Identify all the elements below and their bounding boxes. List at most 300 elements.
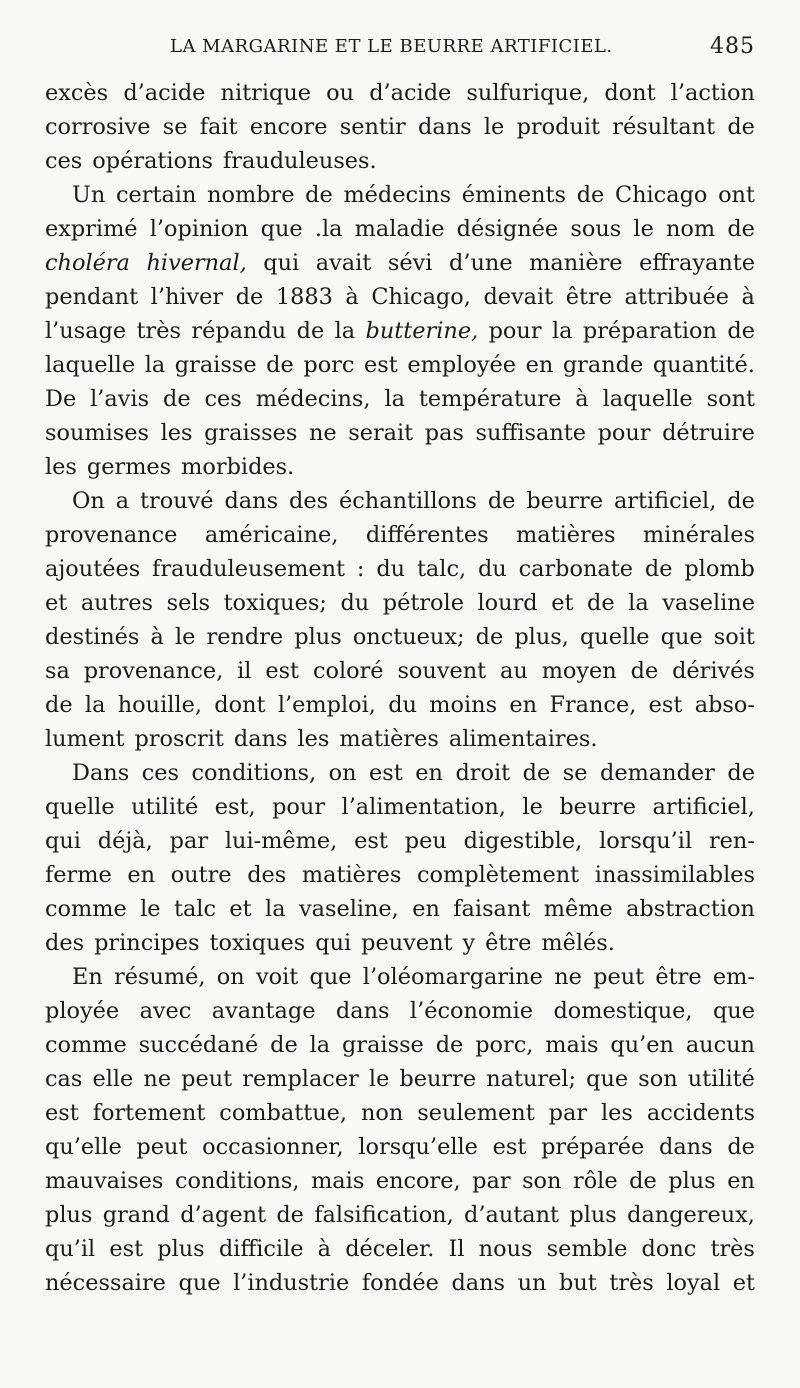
word: comme — [45, 896, 127, 922]
word: d’autant — [464, 1202, 560, 1228]
word: dont — [604, 80, 656, 106]
word: sulfurique, — [466, 80, 590, 106]
word: attribuée — [624, 284, 729, 310]
word: les — [601, 1100, 633, 1126]
word: provenance, — [83, 658, 224, 684]
text-line — [45, 314, 755, 348]
word: sa — [45, 658, 70, 684]
word: germes — [86, 454, 172, 480]
word: qu’il — [45, 1236, 96, 1262]
text-line — [45, 212, 755, 246]
word: laquelle — [602, 386, 693, 412]
text-line — [45, 790, 755, 824]
word: voit — [255, 964, 299, 990]
text-line — [45, 1096, 755, 1130]
word: sévi — [387, 250, 433, 276]
word: remplacer — [242, 1066, 359, 1092]
word: maladie — [354, 216, 445, 242]
word: température — [418, 386, 562, 412]
word: exprimé — [45, 216, 138, 242]
word: ferme — [45, 862, 112, 888]
word: De — [45, 386, 77, 412]
word: ces — [45, 148, 83, 174]
word: l’alimentation, — [341, 794, 506, 820]
word: les — [160, 420, 193, 446]
word: de — [630, 658, 659, 684]
word: l’oléomargarine — [362, 964, 543, 990]
word: principes — [94, 930, 200, 956]
word: d’agent — [180, 1202, 267, 1228]
word: et — [551, 590, 574, 616]
word: rôle — [573, 1168, 618, 1194]
word: déjà, — [97, 828, 153, 854]
word: Chicago, — [371, 284, 471, 310]
word: la — [334, 318, 356, 344]
word: certain — [115, 182, 197, 208]
word: l’industrie — [233, 1270, 350, 1296]
text-line — [45, 1062, 755, 1096]
word: dans — [659, 1134, 713, 1160]
word: des — [45, 930, 85, 956]
word: matières — [516, 522, 616, 548]
text-line — [45, 824, 755, 858]
word: faisant — [453, 896, 531, 922]
word: au — [500, 658, 528, 684]
text-line — [45, 76, 755, 110]
word: de — [644, 556, 673, 582]
word: employée — [407, 352, 516, 378]
text-line — [45, 110, 755, 144]
word: graisse — [342, 1032, 424, 1058]
word: corrosive — [45, 114, 151, 140]
word: outre — [170, 862, 232, 888]
word: trouvé — [140, 488, 214, 514]
word: coloré — [312, 658, 384, 684]
word: de — [727, 318, 755, 344]
word: de — [587, 590, 615, 616]
word: lorsqu’elle — [358, 1134, 478, 1160]
text-line — [45, 1198, 755, 1232]
word: effrayante — [639, 250, 755, 276]
word: de — [305, 182, 333, 208]
word: du — [376, 556, 406, 582]
word: peuvent — [361, 930, 453, 956]
word: plus — [45, 1202, 93, 1228]
word: suffisante — [475, 420, 586, 446]
word: droit — [455, 760, 511, 786]
word: nom — [666, 216, 716, 242]
text-line — [45, 1028, 755, 1062]
word: abstraction — [626, 896, 755, 922]
word: être — [485, 930, 532, 956]
word: le — [522, 794, 543, 820]
word: des — [289, 488, 329, 514]
body-text — [45, 76, 755, 1300]
word: onctueux; — [352, 624, 465, 650]
word: toxiques; — [223, 590, 327, 616]
word: semble — [546, 1236, 628, 1262]
text-line — [45, 756, 755, 790]
text-line — [45, 246, 755, 280]
word: ne — [308, 420, 337, 446]
word: que — [178, 1270, 221, 1296]
word: pour — [597, 420, 651, 446]
word: plus, — [514, 624, 569, 650]
word: vaseline, — [298, 896, 399, 922]
word: que — [586, 1066, 629, 1092]
word: différentes — [365, 522, 489, 548]
word: est — [265, 658, 300, 684]
word: soit — [713, 624, 755, 650]
word: préparation — [582, 318, 717, 344]
word: qu’en — [610, 1032, 674, 1058]
word: dont — [214, 692, 266, 718]
word: de — [629, 1168, 657, 1194]
word: des — [247, 862, 287, 888]
word: En — [72, 964, 103, 990]
word: la — [384, 386, 405, 412]
word: de — [487, 488, 516, 514]
text-line — [45, 484, 755, 518]
word: pour — [272, 794, 326, 820]
word: l’emploi, — [277, 692, 376, 718]
word: du — [388, 692, 417, 718]
word: Un — [72, 182, 106, 208]
text-line — [45, 1130, 755, 1164]
text-line — [45, 994, 755, 1028]
word: pétrole — [382, 590, 464, 616]
word: être — [565, 284, 612, 310]
word: rendre — [206, 624, 284, 650]
word: domestique, — [553, 998, 693, 1024]
word: par — [472, 1168, 511, 1194]
word: on — [216, 964, 245, 990]
word: pour — [488, 318, 542, 344]
word: encore, — [375, 1168, 461, 1194]
word: que — [712, 998, 755, 1024]
word: il — [237, 658, 252, 684]
word: est — [109, 1236, 144, 1262]
word: et — [732, 1270, 755, 1296]
word: en — [525, 352, 554, 378]
word: qui — [315, 930, 352, 956]
word: la — [628, 590, 649, 616]
word: aucun — [685, 1032, 755, 1058]
word: américaine, — [204, 522, 339, 548]
word: fondée — [361, 1270, 439, 1296]
word: ajoutées — [45, 556, 141, 582]
text-line — [45, 348, 755, 382]
word: but — [559, 1270, 597, 1296]
word: nous — [478, 1236, 533, 1262]
word: seulement — [417, 1100, 535, 1126]
word: les — [297, 726, 330, 752]
word: de — [276, 1202, 304, 1228]
word: en — [127, 862, 156, 888]
text-line — [45, 960, 755, 994]
word: du — [477, 556, 507, 582]
word: soumises — [45, 420, 150, 446]
word: beurre — [399, 1066, 477, 1092]
word: être — [655, 964, 702, 990]
word: de — [296, 318, 325, 344]
word: digestible, — [463, 828, 583, 854]
word: d’une — [449, 250, 513, 276]
word: produit — [516, 114, 601, 140]
word: porc, — [475, 1032, 534, 1058]
word: vaseline — [662, 590, 755, 616]
word: la — [309, 1032, 331, 1058]
word: moins — [429, 692, 498, 718]
word: nitrique — [220, 80, 311, 106]
word: dérivés — [672, 658, 755, 684]
word: échantillons — [339, 488, 477, 514]
text-line — [45, 1164, 755, 1198]
word: : — [356, 556, 365, 582]
word: du — [340, 590, 370, 616]
text-line — [45, 1232, 755, 1266]
word: en — [415, 760, 443, 786]
word: ne — [143, 1066, 172, 1092]
word: em- — [712, 964, 755, 990]
word: lourd — [477, 590, 538, 616]
word: peu — [404, 828, 447, 854]
word: lui-même, — [224, 828, 338, 854]
text-line — [45, 552, 755, 586]
word: sentir — [339, 114, 406, 140]
word: le — [368, 1066, 390, 1092]
word: éminents — [461, 182, 567, 208]
word: sels — [166, 590, 210, 616]
word: très — [710, 1236, 755, 1262]
word: de — [266, 352, 294, 378]
word: de — [727, 760, 755, 786]
word: l’avis — [90, 386, 150, 412]
word: à — [575, 386, 589, 412]
word: utilité — [131, 794, 199, 820]
word: succédané — [138, 1032, 259, 1058]
word: fait — [199, 114, 238, 140]
word: inassimilables — [594, 862, 755, 888]
word: toxiques — [209, 930, 306, 956]
word: artificiel, — [652, 794, 755, 820]
text-line — [45, 620, 755, 654]
word: de — [435, 1032, 464, 1058]
word: ont — [718, 182, 755, 208]
word: répandu — [191, 318, 287, 344]
text-line — [45, 926, 755, 960]
word: beurre — [526, 488, 604, 514]
word: plus — [294, 624, 342, 650]
word: encore — [249, 114, 328, 140]
text-line — [45, 450, 755, 484]
word: Dans — [72, 760, 130, 786]
word: serait — [348, 420, 414, 446]
word: ren- — [708, 828, 755, 854]
word: devait — [483, 284, 554, 310]
word: conditions, — [191, 760, 317, 786]
italic-word: choléra — [45, 250, 130, 276]
word: 1883 — [275, 284, 333, 310]
word: même — [543, 896, 613, 922]
word: lument — [45, 726, 125, 752]
word: à — [345, 284, 359, 310]
word: est — [648, 692, 683, 718]
word: de — [522, 760, 551, 786]
word: de — [235, 284, 264, 310]
word: la — [265, 896, 286, 922]
word: elle — [92, 1066, 134, 1092]
word: la — [84, 692, 106, 718]
word: que — [309, 964, 352, 990]
word: souvent — [397, 658, 487, 684]
word: ne — [554, 964, 582, 990]
word: carbonate — [518, 556, 634, 582]
word: qui — [45, 828, 81, 854]
word: frauduleuses. — [222, 148, 377, 174]
word: et — [229, 896, 252, 922]
word: frauduleusement — [152, 556, 346, 582]
word: de — [727, 1134, 755, 1160]
word: de — [162, 386, 191, 412]
word: en — [509, 692, 538, 718]
word: le — [483, 114, 505, 140]
word: avec — [139, 998, 192, 1024]
word: loyal — [666, 1270, 721, 1296]
word: plomb — [684, 556, 755, 582]
word: de — [45, 692, 73, 718]
word: pas — [424, 420, 464, 446]
word: d’acide — [123, 80, 206, 106]
word: est, — [214, 794, 256, 820]
word: l’opinion — [149, 216, 249, 242]
word: dans — [335, 998, 390, 1024]
word: ou — [326, 80, 355, 106]
word: de — [727, 488, 755, 514]
word: de — [727, 216, 755, 242]
word: l’économie — [409, 998, 534, 1024]
word: combattue, — [219, 1100, 347, 1126]
word: matières — [339, 726, 439, 752]
word: à — [317, 1236, 332, 1262]
word: très — [136, 318, 181, 344]
word: dans — [451, 1270, 506, 1296]
text-line — [45, 654, 755, 688]
word: mauvaises — [45, 1168, 164, 1194]
word: Chicago — [614, 182, 708, 208]
word: nombre — [207, 182, 295, 208]
word: de — [475, 624, 504, 650]
text-line — [45, 1266, 755, 1300]
word: de — [270, 1032, 298, 1058]
word: est — [369, 760, 403, 786]
word: dans — [418, 114, 472, 140]
word: talc, — [416, 556, 467, 582]
page-header — [45, 36, 755, 64]
word: falsification, — [314, 1202, 454, 1228]
word: l’hiver — [150, 284, 224, 310]
word: abso- — [694, 692, 755, 718]
word: et — [45, 590, 68, 616]
text-line — [45, 688, 755, 722]
word: occasionner, — [202, 1134, 344, 1160]
word: autres — [80, 590, 154, 616]
word: son — [638, 1066, 678, 1092]
word: de — [576, 182, 605, 208]
word: le — [174, 624, 196, 650]
text-line — [45, 416, 755, 450]
italic-word: butterine, — [365, 318, 479, 344]
word: grande — [562, 352, 644, 378]
word: y — [462, 930, 476, 956]
word: dans — [233, 726, 288, 752]
word: la — [551, 318, 573, 344]
word: les — [45, 454, 77, 480]
word: ployée — [45, 998, 120, 1024]
word: lorsqu’il — [599, 828, 693, 854]
word: accidents — [646, 1100, 755, 1126]
word: qui — [263, 250, 300, 276]
word: cas — [45, 1066, 83, 1092]
word: mais — [311, 1168, 365, 1194]
word: sont — [706, 386, 755, 412]
word: Il — [448, 1236, 465, 1262]
word: désignée — [456, 216, 559, 242]
word: on — [328, 760, 357, 786]
word: manière — [529, 250, 623, 276]
word: destinés — [45, 624, 140, 650]
text-line — [45, 178, 755, 212]
word: graisse — [174, 352, 257, 378]
word: déceler. — [345, 1236, 435, 1262]
running-title: LA MARGARINE ET LE BEURRE ARTIFICIEL. — [170, 36, 613, 57]
text-line — [45, 144, 755, 178]
word: en — [727, 1168, 755, 1194]
text-line — [45, 382, 755, 416]
word: l’usage — [45, 318, 127, 344]
word: ces — [141, 760, 180, 786]
word: a — [115, 488, 130, 514]
word: mais — [545, 1032, 599, 1058]
word: est — [354, 828, 388, 854]
word: proscrit — [134, 726, 224, 752]
word: le — [633, 216, 654, 242]
word: peut — [136, 1134, 188, 1160]
word: est — [364, 352, 398, 378]
text-line — [45, 280, 755, 314]
word: pendant — [45, 284, 139, 310]
word: quantité. — [652, 352, 755, 378]
word: complètement — [416, 862, 580, 888]
word: se — [162, 114, 188, 140]
word: à — [150, 624, 164, 650]
word: graisses — [204, 420, 298, 446]
word: opérations — [92, 148, 213, 174]
word: qu’elle — [45, 1134, 122, 1160]
word: quelle — [45, 794, 115, 820]
word: est — [45, 1100, 79, 1126]
word: que — [260, 216, 303, 242]
word: détruire — [662, 420, 755, 446]
word: de — [727, 114, 755, 140]
word: avait — [315, 250, 372, 276]
word: résumé, — [114, 964, 206, 990]
text-line — [45, 858, 755, 892]
word: peut — [593, 964, 645, 990]
word: par — [548, 1100, 588, 1126]
word: comme — [45, 1032, 127, 1058]
text-line — [45, 586, 755, 620]
